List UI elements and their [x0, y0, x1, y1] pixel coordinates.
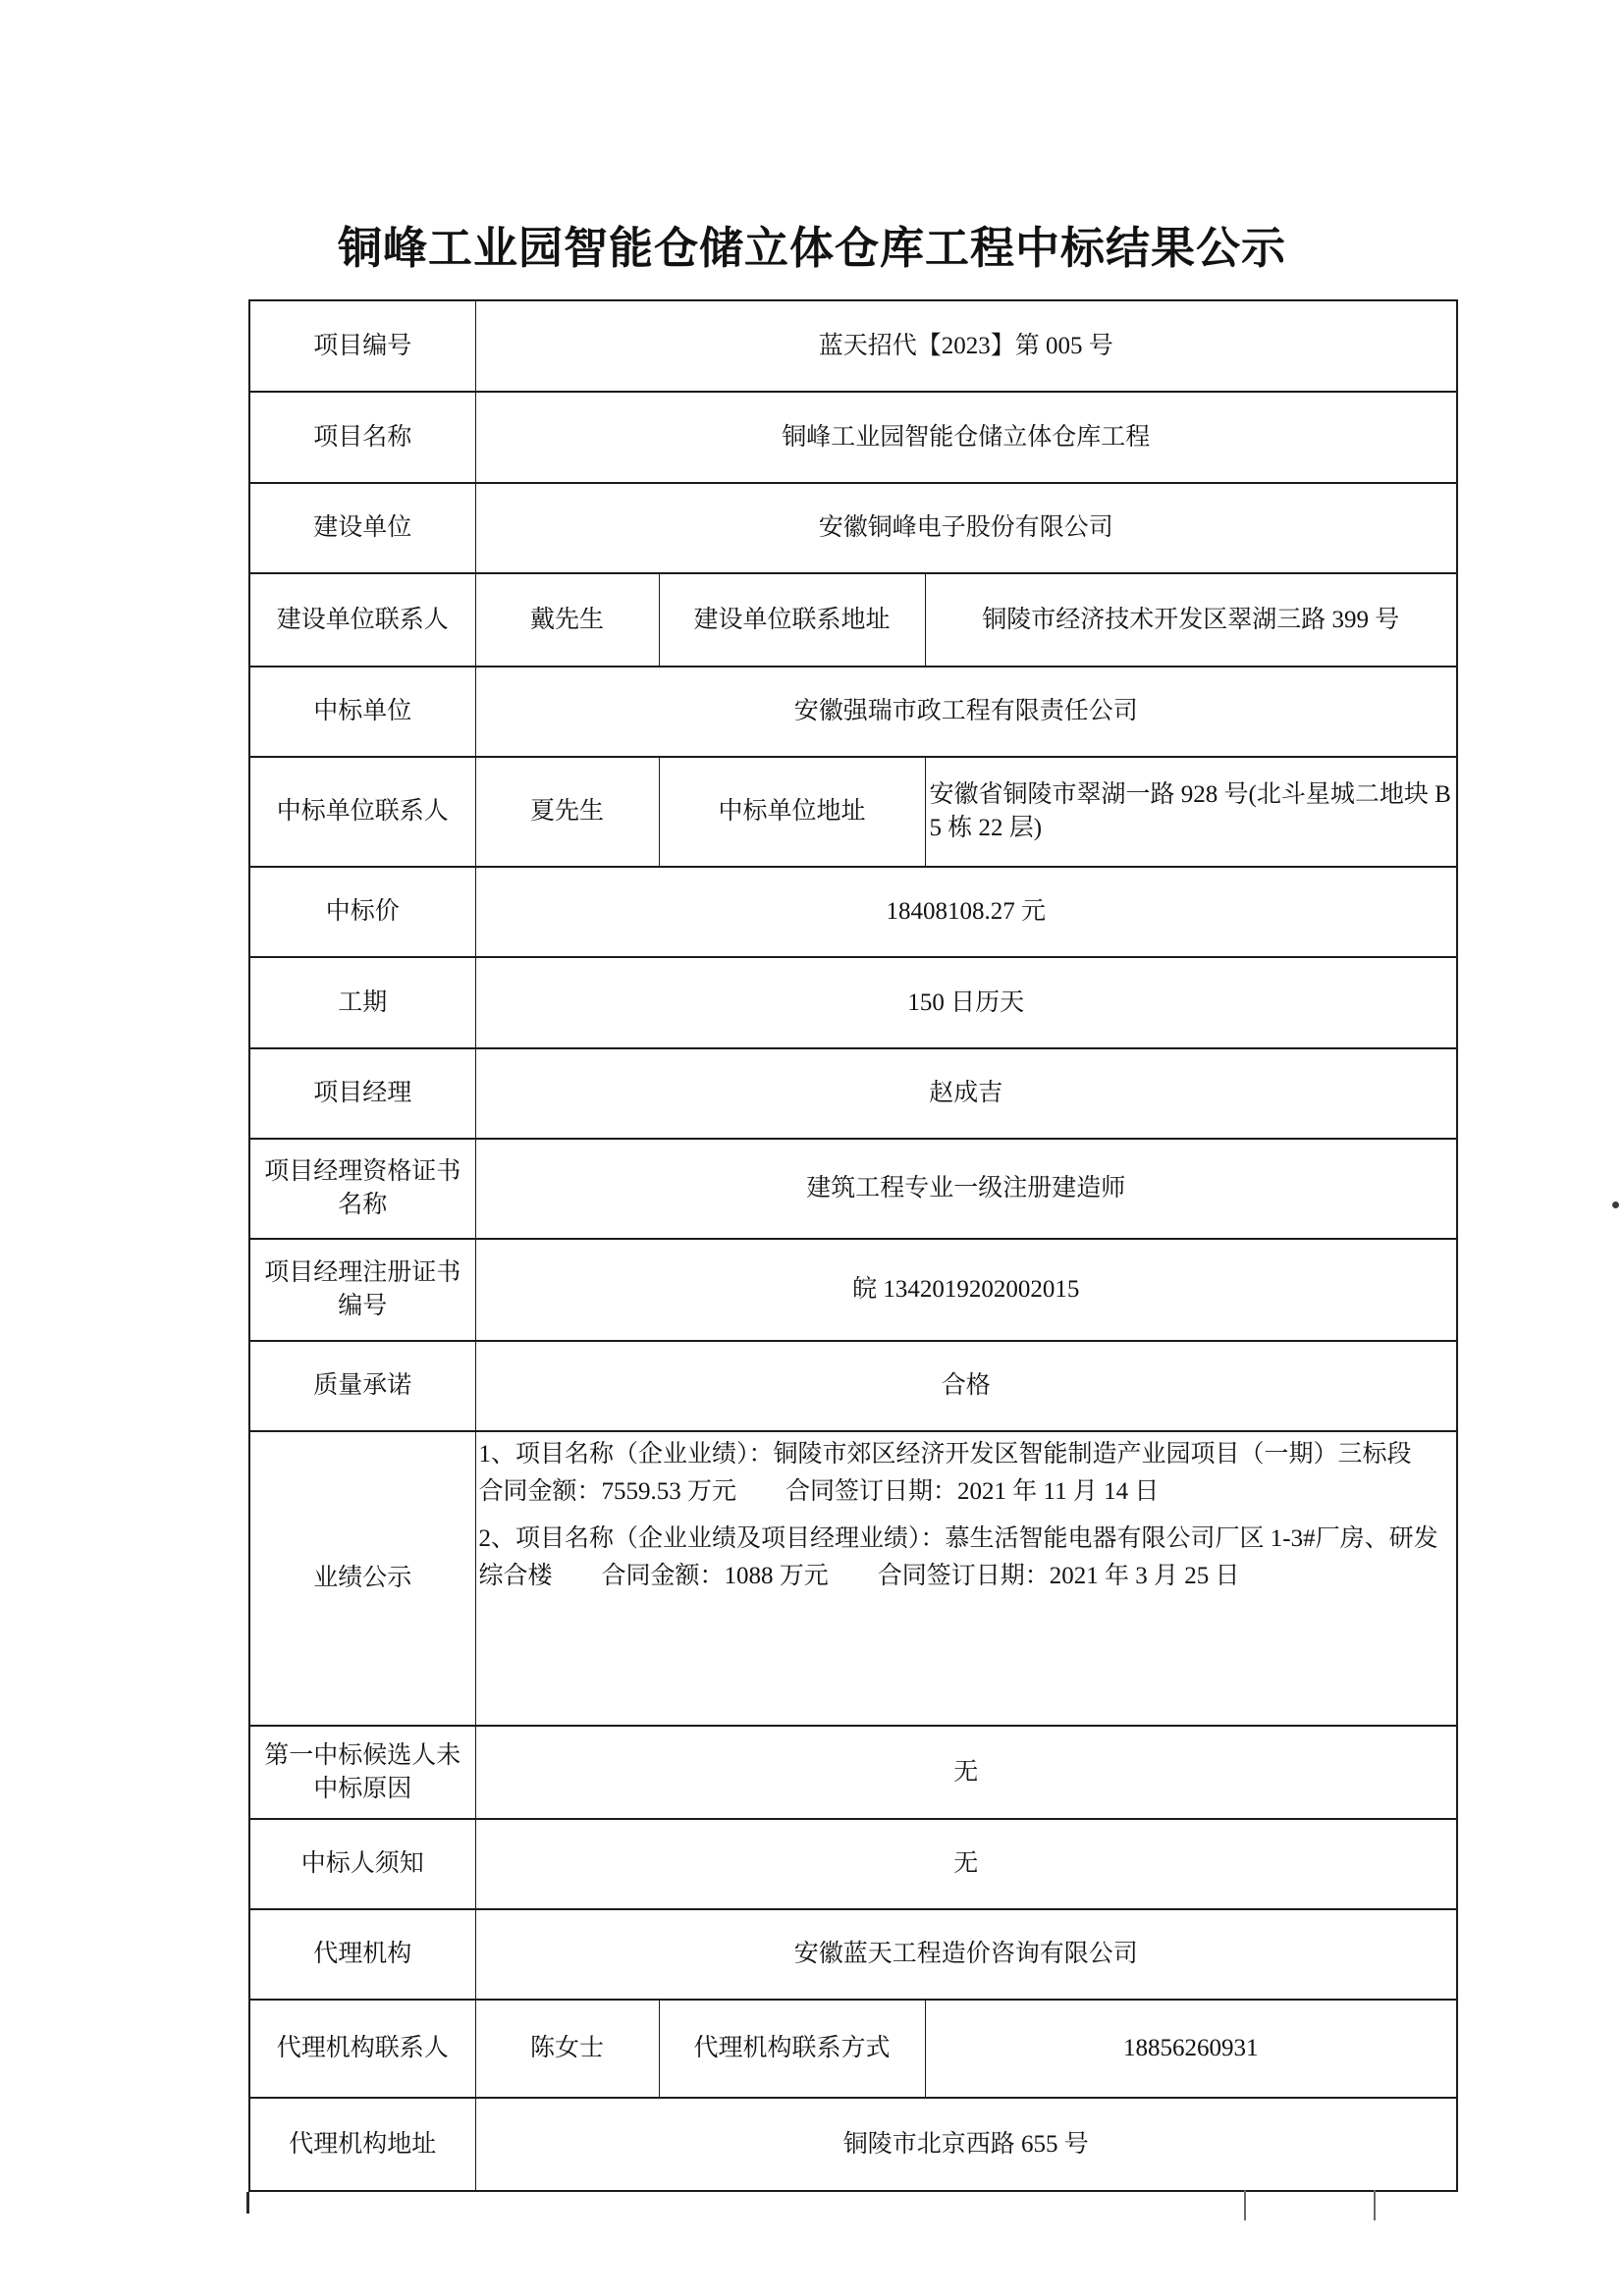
label-winner-address: 中标单位地址: [659, 757, 925, 867]
cell-performance-publicity: [475, 1431, 1457, 1726]
table-row-pm-certificate-name: [249, 1139, 1457, 1239]
label-agency-address: 代理机构地址: [249, 2098, 475, 2191]
scan-artifact-dot: [1612, 1201, 1619, 1208]
label-construction-period: 工期: [249, 957, 475, 1048]
performance-item-2: 2、项目名称（企业业绩及项目经理业绩）：慕生活智能电器有限公司厂区 1-3#厂房、研发综合楼 合同金额：1088 万元 合同签订日期：2021 年 3 月 25 日: [478, 1525, 1438, 1589]
cell-agency: 安徽蓝天工程造价咨询有限公司: [475, 1909, 1457, 2000]
scan-artifact-tick: [246, 2192, 249, 2214]
table-row-pm-registration-number: [249, 1239, 1457, 1341]
cell-winner-contact: 夏先生: [475, 757, 659, 867]
label-project-name: 项目名称: [249, 392, 475, 483]
cell-project-name: 铜峰工业园智能仓储立体仓库工程: [475, 392, 1457, 483]
label-owner-contact: 建设单位联系人: [249, 573, 475, 667]
label-winning-bidder: 中标单位: [249, 667, 475, 757]
cell-winner-address: 安徽省铜陵市翠湖一路 928 号(北斗星城二地块 B5 栋 22 层): [925, 757, 1457, 867]
label-first-candidate-reason: 第一中标候选人未中标原因: [249, 1726, 475, 1819]
table-row-owner-contact: [249, 573, 1457, 667]
label-pm-registration-number: 项目经理注册证书编号: [249, 1239, 475, 1341]
table-row-agency-contact: [249, 2000, 1457, 2098]
cell-construction-period: 150 日历天: [475, 957, 1457, 1048]
table-row-project-manager: [249, 1048, 1457, 1139]
page-title: 铜峰工业园智能仓储立体仓库工程中标结果公示: [337, 224, 1286, 273]
label-owner-contact-address: 建设单位联系地址: [659, 573, 925, 667]
table-row-winning-price: [249, 867, 1457, 957]
cell-owner-contact: 戴先生: [475, 573, 659, 667]
table-row-project-number: [249, 300, 1457, 392]
cell-owner-unit: 安徽铜峰电子股份有限公司: [475, 483, 1457, 573]
cell-winner-notice: 无: [475, 1819, 1457, 1909]
bid-result-table: [248, 299, 1458, 2192]
label-owner-unit: 建设单位: [249, 483, 475, 573]
label-agency-contact-method: 代理机构联系方式: [659, 2000, 925, 2098]
label-project-number: 项目编号: [249, 300, 475, 392]
cell-first-candidate-reason: 无: [475, 1726, 1457, 1819]
cell-pm-registration-number: 皖 1342019202002015: [475, 1239, 1457, 1341]
label-winner-contact: 中标单位联系人: [249, 757, 475, 867]
table-row-winner-notice: [249, 1819, 1457, 1909]
label-quality-commitment: 质量承诺: [249, 1341, 475, 1431]
cell-winning-price: 18408108.27 元: [475, 867, 1457, 957]
table-row-agency: [249, 1909, 1457, 2000]
scan-artifact-line: [1244, 2190, 1246, 2220]
table-row-construction-period: [249, 957, 1457, 1048]
cell-agency-address: 铜陵市北京西路 655 号: [475, 2098, 1457, 2191]
cell-quality-commitment: 合格: [475, 1341, 1457, 1431]
cell-winning-bidder: 安徽强瑞市政工程有限责任公司: [475, 667, 1457, 757]
table-row-quality-commitment: [249, 1341, 1457, 1431]
table-row-project-name: [249, 392, 1457, 483]
cell-agency-contact-method: 18856260931: [925, 2000, 1457, 2098]
scan-artifact-line: [1374, 2190, 1376, 2220]
label-agency-contact: 代理机构联系人: [249, 2000, 475, 2098]
cell-agency-contact: 陈女士: [475, 2000, 659, 2098]
table-row-performance-publicity: [249, 1431, 1457, 1726]
table-row-first-candidate-reason: [249, 1726, 1457, 1819]
label-winner-notice: 中标人须知: [249, 1819, 475, 1909]
label-project-manager: 项目经理: [249, 1048, 475, 1139]
cell-owner-contact-address: 铜陵市经济技术开发区翠湖三路 399 号: [925, 573, 1457, 667]
performance-item-1: 1、项目名称（企业业绩）：铜陵市郊区经济开发区智能制造产业园项目（一期）三标段 合同金额：7559.53 万元 合同签订日期：2021 年 11 月 14 日: [478, 1441, 1436, 1505]
label-pm-certificate-name: 项目经理资格证书名称: [249, 1139, 475, 1239]
table-row-winning-bidder: [249, 667, 1457, 757]
label-agency: 代理机构: [249, 1909, 475, 2000]
label-performance-publicity: 业绩公示: [249, 1431, 475, 1726]
label-winning-price: 中标价: [249, 867, 475, 957]
cell-project-number: 蓝天招代【2023】第 005 号: [475, 300, 1457, 392]
cell-pm-certificate-name: 建筑工程专业一级注册建造师: [475, 1139, 1457, 1239]
table-row-agency-address: [249, 2098, 1457, 2191]
table-row-owner-unit: [249, 483, 1457, 573]
cell-project-manager: 赵成吉: [475, 1048, 1457, 1139]
table-row-winner-contact: [249, 757, 1457, 867]
